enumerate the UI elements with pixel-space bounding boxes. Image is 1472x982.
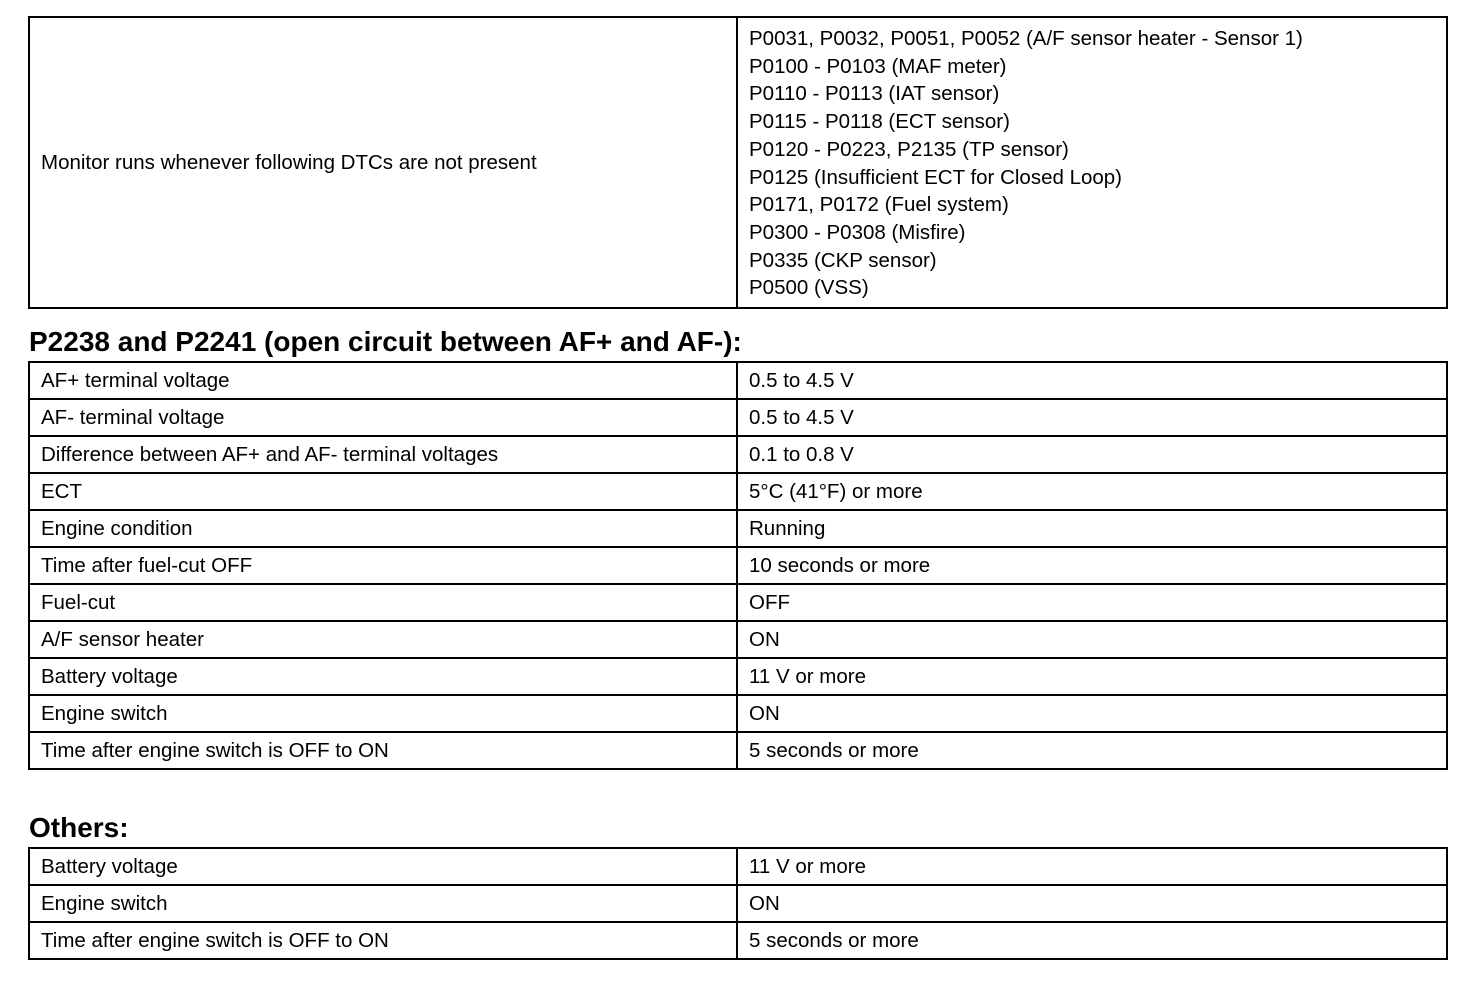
dtc-list: [737, 17, 1447, 308]
parameter-cell: Time after engine switch is OFF to ON: [29, 922, 737, 959]
table-row: [29, 885, 1447, 922]
table-row: [29, 658, 1447, 695]
parameter-cell: Battery voltage: [29, 848, 737, 885]
p2238-conditions-table: [28, 361, 1448, 770]
table-row: [29, 584, 1447, 621]
others-conditions-table: [28, 847, 1448, 960]
value-cell: ON: [737, 695, 1447, 732]
table-row: [29, 17, 1447, 308]
value-cell: OFF: [737, 584, 1447, 621]
parameter-cell: Battery voltage: [29, 658, 737, 695]
dtc-item: P0500 (VSS): [749, 276, 869, 300]
dtc-item: P0171, P0172 (Fuel system): [749, 193, 1009, 217]
value-cell: 0.1 to 0.8 V: [737, 436, 1447, 473]
parameter-cell: Engine switch: [29, 885, 737, 922]
parameter-cell: AF- terminal voltage: [29, 399, 737, 436]
parameter-cell: ECT: [29, 473, 737, 510]
parameter-cell: Fuel-cut: [29, 584, 737, 621]
value-cell: 5°C (41°F) or more: [737, 473, 1447, 510]
value-cell: 11 V or more: [737, 848, 1447, 885]
table-row: [29, 510, 1447, 547]
table-row: [29, 399, 1447, 436]
table-row: [29, 436, 1447, 473]
dtc-item: P0125 (Insufficient ECT for Closed Loop): [749, 165, 1123, 189]
table-row: [29, 922, 1447, 959]
dtc-item: P0110 - P0113 (IAT sensor): [749, 82, 1000, 106]
table-row: [29, 547, 1447, 584]
value-cell: 5 seconds or more: [737, 732, 1447, 769]
parameter-cell: Difference between AF+ and AF- terminal voltages: [29, 436, 737, 473]
value-cell: 0.5 to 4.5 V: [737, 399, 1447, 436]
parameter-cell: A/F sensor heater: [29, 621, 737, 658]
table-row: [29, 362, 1447, 399]
value-cell: 0.5 to 4.5 V: [737, 362, 1447, 399]
dtc-item: P0100 - P0103 (MAF meter): [749, 54, 1007, 78]
value-cell: 10 seconds or more: [737, 547, 1447, 584]
table-row: [29, 473, 1447, 510]
dtc-item: P0300 - P0308 (Misfire): [749, 220, 966, 244]
value-cell: 5 seconds or more: [737, 922, 1447, 959]
parameter-cell: Engine condition: [29, 510, 737, 547]
section-heading-others: Others:: [29, 812, 129, 843]
table-row: [29, 848, 1447, 885]
parameter-cell: Engine switch: [29, 695, 737, 732]
section-heading-p2238: P2238 and P2241 (open circuit between AF+ and AF-):: [29, 326, 742, 357]
value-cell: ON: [737, 621, 1447, 658]
dtc-item: P0120 - P0223, P2135 (TP sensor): [749, 137, 1069, 161]
table-row: [29, 695, 1447, 732]
value-cell: ON: [737, 885, 1447, 922]
dtc-item: P0115 - P0118 (ECT sensor): [749, 110, 1010, 134]
dtc-precondition-table: [28, 16, 1448, 309]
parameter-cell: AF+ terminal voltage: [29, 362, 737, 399]
table-row: [29, 621, 1447, 658]
value-cell: Running: [737, 510, 1447, 547]
table-row: [29, 732, 1447, 769]
value-cell: 11 V or more: [737, 658, 1447, 695]
condition-label: Monitor runs whenever following DTCs are not present: [29, 17, 737, 308]
dtc-item: P0335 (CKP sensor): [749, 248, 937, 272]
parameter-cell: Time after engine switch is OFF to ON: [29, 732, 737, 769]
dtc-item: P0031, P0032, P0051, P0052 (A/F sensor heater - Sensor 1): [749, 27, 1303, 50]
parameter-cell: Time after fuel-cut OFF: [29, 547, 737, 584]
